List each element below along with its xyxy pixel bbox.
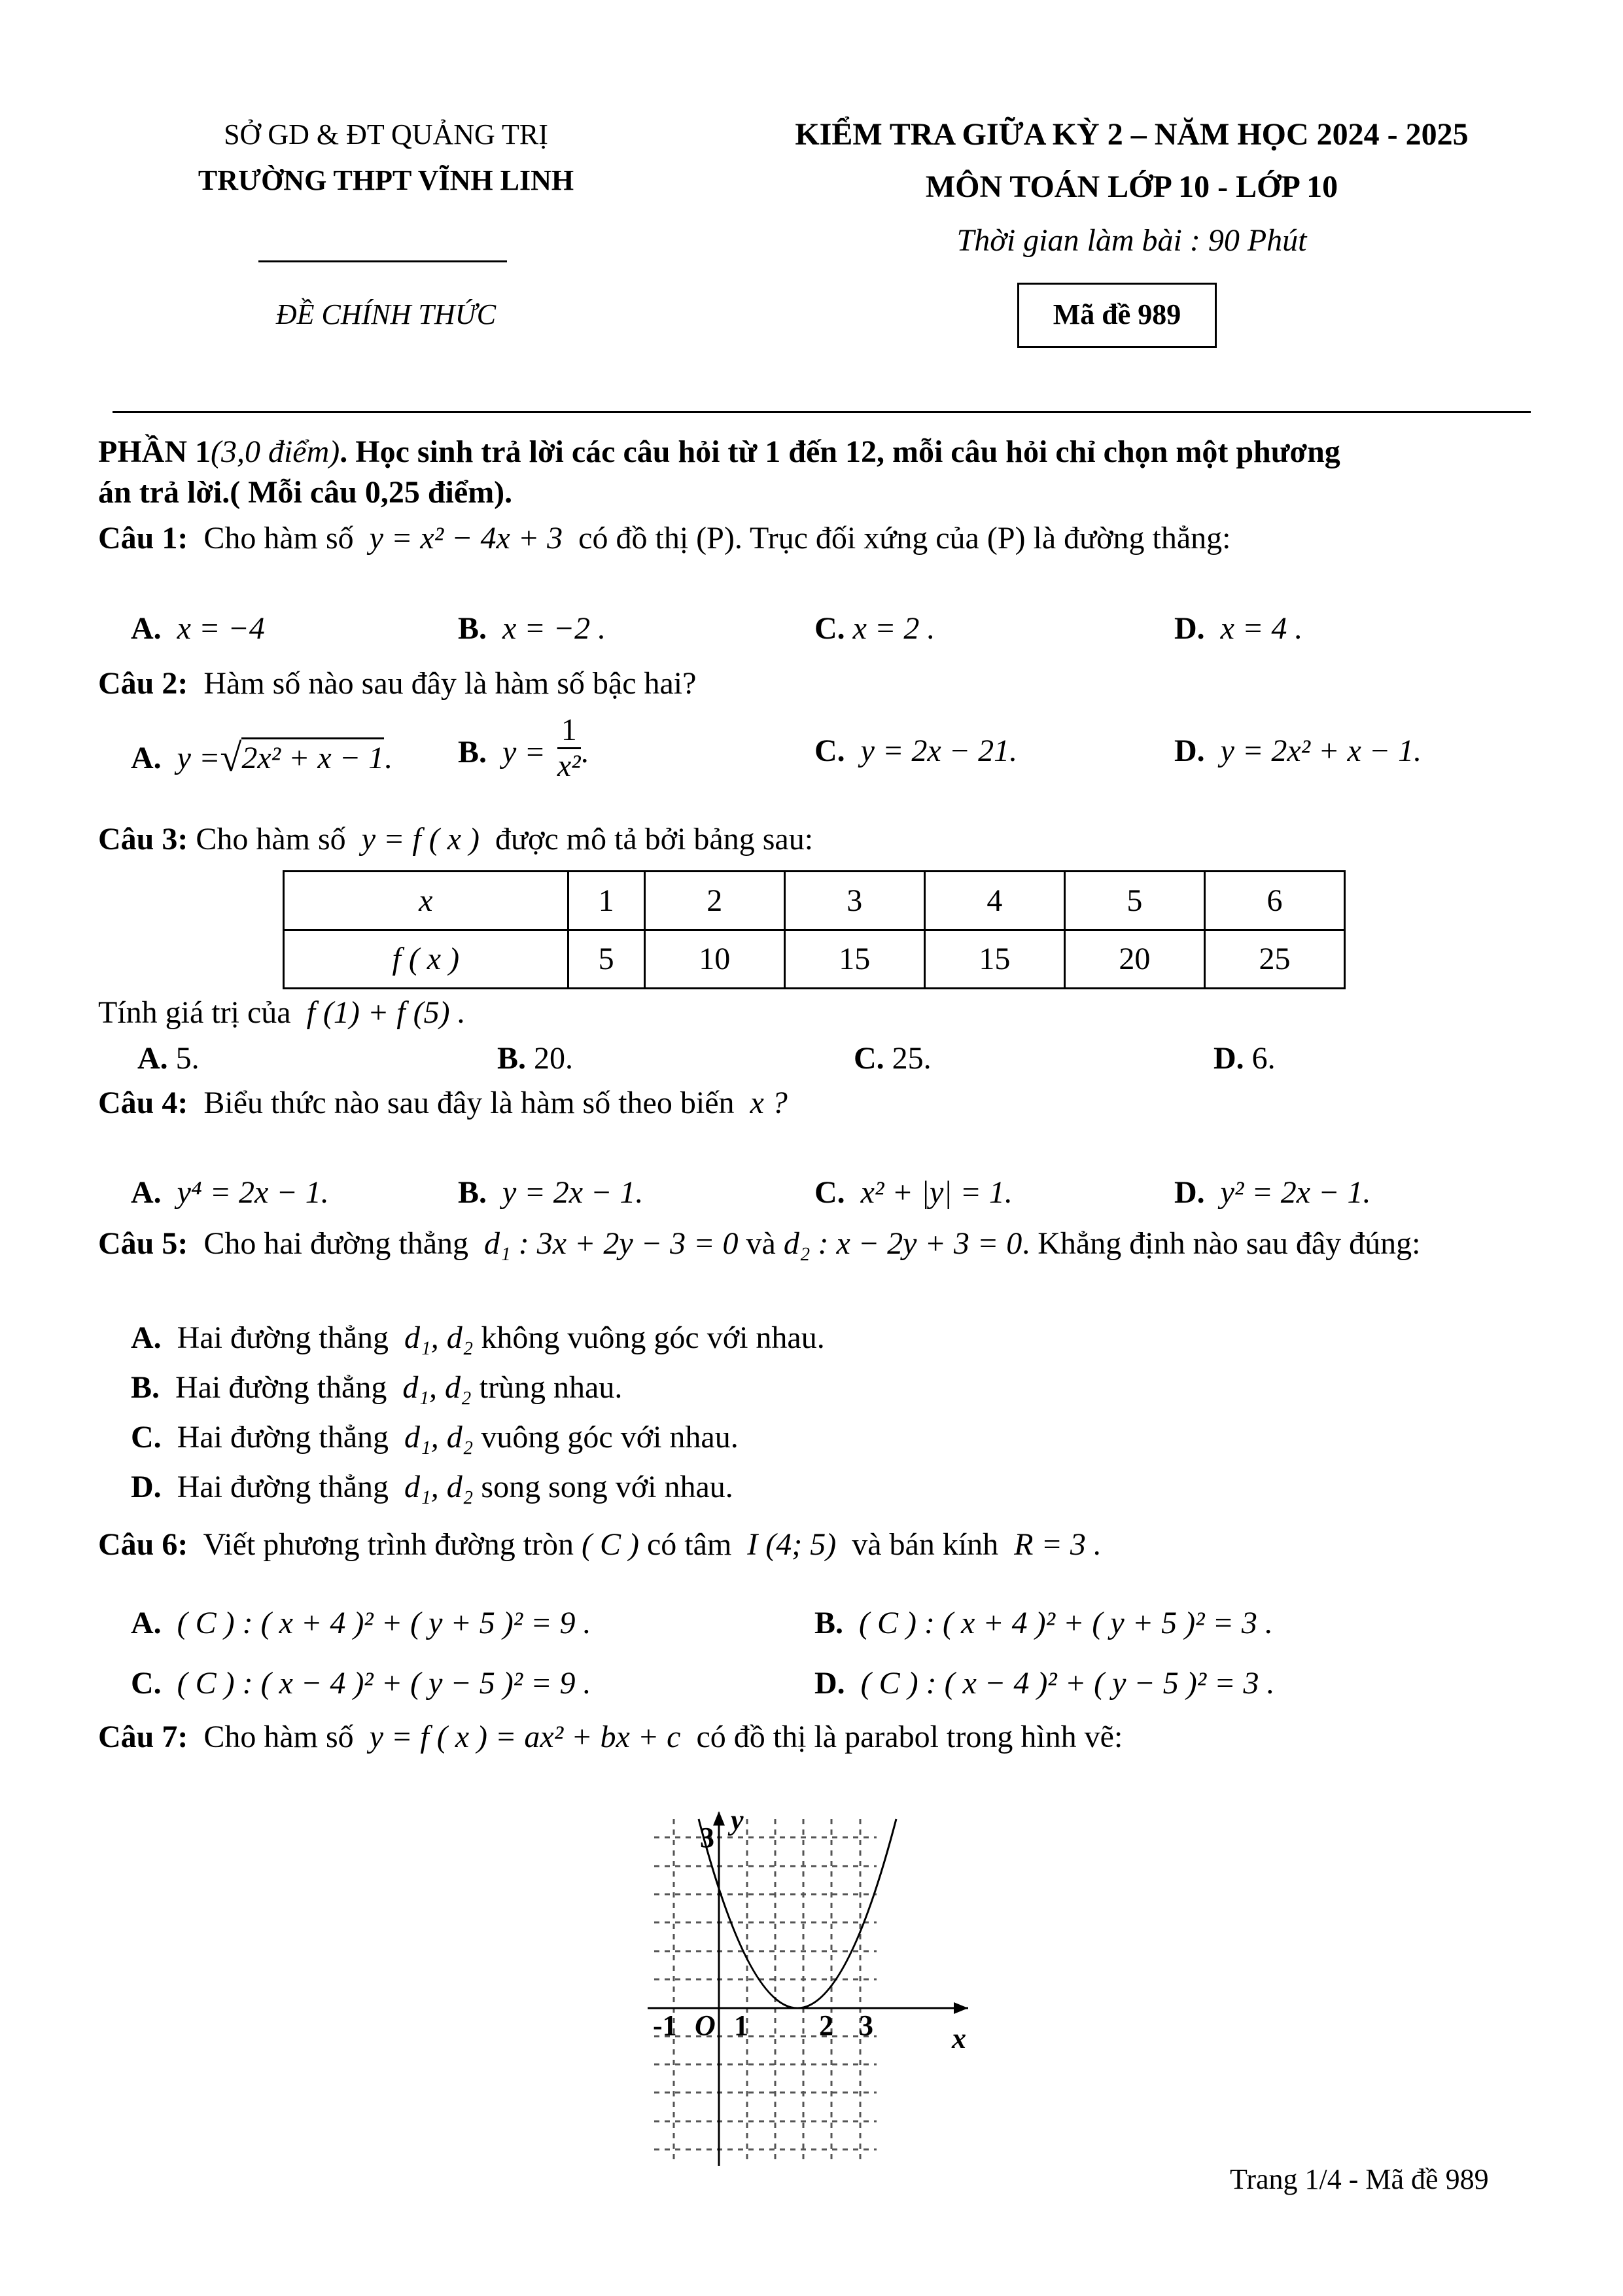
option-text: x = −4: [177, 611, 265, 646]
question-text: Cho hàm số: [196, 822, 346, 857]
option-b[interactable]: [458, 610, 606, 646]
header-divider: [113, 411, 1531, 413]
question-text: Biểu thức nào sau đây là hàm số theo biến: [203, 1086, 735, 1120]
question-text: có tâm: [647, 1527, 732, 1562]
question-number: Câu 6:: [98, 1527, 188, 1562]
question-text: được mô tả bởi bảng sau:: [495, 822, 814, 857]
option-a[interactable]: A. y =√2x² + x − 1.: [131, 736, 393, 779]
exam-code: Mã đề 989: [1053, 298, 1181, 330]
question-text: Viết phương trình đường tròn: [203, 1527, 574, 1562]
option-text: y = 2x − 21.: [860, 733, 1018, 768]
exam-code-box: [1017, 283, 1217, 348]
option-text: vuông góc với nhau.: [481, 1420, 739, 1455]
option-a[interactable]: [137, 1040, 200, 1076]
option-d[interactable]: [131, 1469, 733, 1505]
tick-label-2: 2: [819, 2009, 833, 2041]
denominator: x²: [557, 749, 581, 783]
math-expression: ( C ): [582, 1527, 639, 1562]
question-text: Hàm số nào sau đây là hàm số bậc hai?: [203, 666, 697, 701]
option-d[interactable]: [814, 1665, 1275, 1701]
math-expression: d₁, d₂: [404, 1470, 474, 1504]
option-d[interactable]: [1174, 1174, 1370, 1210]
table-cell: 10: [644, 930, 784, 989]
option-label: B.: [458, 735, 487, 769]
question-number: Câu 1:: [98, 521, 188, 556]
option-label: D.: [131, 1470, 162, 1504]
option-label: A.: [131, 1320, 162, 1355]
table-cell: 5: [1064, 872, 1204, 930]
question-5: [98, 1226, 1421, 1262]
question-number: Câu 4:: [98, 1086, 188, 1120]
option-label: D.: [814, 1666, 845, 1701]
option-c[interactable]: [814, 610, 935, 646]
question-number: Câu 2:: [98, 666, 188, 701]
option-text: ( C ) : ( x − 4 )² + ( y − 5 )² = 3 .: [860, 1666, 1275, 1701]
x-axis-arrow-icon: [954, 2002, 968, 2014]
table-row: [284, 930, 1345, 989]
question-3: [98, 821, 813, 857]
option-label: D.: [1174, 611, 1205, 646]
option-text: trùng nhau.: [479, 1370, 623, 1405]
part1-instruction-2: án trả lời.( Mỗi câu 0,25 điểm).: [98, 475, 513, 510]
question-7: [98, 1719, 1123, 1755]
question-text: có đồ thị là parabol trong hình vẽ:: [696, 1720, 1123, 1754]
parabola-graph: [628, 1806, 994, 2172]
option-c[interactable]: [814, 1174, 1013, 1210]
question-text: Tính giá trị của: [98, 995, 291, 1030]
exam-title: KIỂM TRA GIỮA KỲ 2 – NĂM HỌC 2024 - 2025: [795, 117, 1469, 152]
math-expression: x ?: [750, 1086, 788, 1120]
math-expression: d₁ : 3x + 2y − 3 = 0: [484, 1226, 739, 1261]
option-text: y = 2x² + x − 1.: [1220, 733, 1422, 768]
y-axis-arrow-icon: [713, 1811, 725, 1826]
question-text: và: [746, 1226, 776, 1261]
option-text: ( C ) : ( x − 4 )² + ( y − 5 )² = 9 .: [177, 1666, 591, 1701]
option-text: x = 4 .: [1220, 611, 1303, 646]
math-expression: f (1) + f (5) .: [306, 995, 466, 1030]
math-expression: d₁, d₂: [402, 1370, 472, 1405]
school-name: TRƯỜNG THPT VĨNH LINH: [198, 164, 574, 196]
math-expression: I (4; 5): [747, 1527, 837, 1562]
option-text: x² + |y| = 1.: [860, 1175, 1013, 1210]
option-text: ( C ) : ( x + 4 )² + ( y + 5 )² = 9 .: [177, 1606, 591, 1640]
option-b[interactable]: [497, 1040, 573, 1076]
option-label: D.: [1174, 1175, 1205, 1210]
math-expression: d₁, d₂: [404, 1420, 474, 1455]
option-text: y² = 2x − 1.: [1220, 1175, 1371, 1210]
function-table: [283, 870, 1346, 989]
table-cell: 2: [644, 872, 784, 930]
option-text: không vuông góc với nhau.: [481, 1320, 825, 1355]
option-label: B.: [497, 1041, 527, 1076]
option-text: x = 2 .: [852, 611, 935, 646]
option-d[interactable]: [1174, 733, 1422, 769]
option-text: y =: [502, 735, 546, 769]
official-label: ĐỀ CHÍNH THỨC: [275, 298, 497, 330]
table-cell: 6: [1204, 872, 1344, 930]
table-cell: 1: [568, 872, 644, 930]
option-text: ( C ) : ( x + 4 )² + ( y + 5 )² = 3 .: [859, 1606, 1273, 1640]
option-label: C.: [814, 611, 845, 646]
option-d[interactable]: [1174, 610, 1302, 646]
option-text: 20.: [534, 1041, 574, 1076]
option-b[interactable]: [458, 1174, 643, 1210]
option-label: B.: [458, 1175, 487, 1210]
option-c[interactable]: [131, 1419, 739, 1455]
question-1: [98, 520, 1231, 556]
option-text: 25.: [892, 1041, 932, 1076]
sqrt-icon: √: [220, 736, 242, 779]
option-label: A.: [131, 1606, 162, 1640]
option-label: C.: [814, 733, 845, 768]
exam-time: Thời gian làm bài : 90 Phút: [956, 223, 1307, 258]
table-cell: f ( x ): [284, 930, 568, 989]
option-c[interactable]: [814, 733, 1017, 769]
x-axis-label: x: [952, 2022, 966, 2055]
question-number: Câu 3:: [98, 822, 188, 857]
option-b[interactable]: [131, 1369, 622, 1405]
option-label: A.: [131, 741, 162, 775]
option-c[interactable]: [131, 1665, 591, 1701]
question-6: [98, 1527, 1102, 1563]
part1-instruction-1: . Học sinh trả lời các câu hỏi từ 1 đến 12, mỗi câu hỏi chỉ chọn một phương: [340, 434, 1340, 469]
question-text: có đồ thị (P). Trục đối xứng của (P) là đường thẳng:: [578, 521, 1231, 556]
option-d[interactable]: [1213, 1040, 1276, 1076]
question-number: Câu 5:: [98, 1226, 188, 1261]
dept-name: SỞ GD & ĐT QUẢNG TRỊ: [224, 118, 548, 150]
option-a[interactable]: [131, 1605, 591, 1641]
option-c[interactable]: [854, 1040, 932, 1076]
option-text: y = 2x − 1.: [502, 1175, 644, 1210]
table-cell: 5: [568, 930, 644, 989]
option-b[interactable]: B. y = $\frac{1}{\text{x²}}$ .: [458, 713, 589, 783]
table-cell: 4: [924, 872, 1064, 930]
y-axis-label: y: [731, 1806, 744, 1836]
option-label: C.: [131, 1420, 162, 1455]
page-footer: Trang 1/4 - Mã đề 989: [1230, 2163, 1489, 2195]
option-a[interactable]: [131, 1320, 825, 1356]
table-cell: 15: [784, 930, 924, 989]
math-expression: R = 3 .: [1014, 1527, 1102, 1562]
fraction: [557, 713, 581, 783]
table-cell: 25: [1204, 930, 1344, 989]
option-label: C.: [131, 1666, 162, 1701]
table-row: [284, 872, 1345, 930]
option-label: B.: [131, 1370, 160, 1405]
question-4: [98, 1085, 788, 1121]
option-label: D.: [1174, 733, 1205, 768]
table-cell: 15: [924, 930, 1064, 989]
part1-title: PHẦN 1: [98, 434, 211, 469]
tick-label-neg1: -1: [653, 2009, 677, 2041]
question-3-ask: [98, 995, 466, 1031]
table-cell: 3: [784, 872, 924, 930]
option-text: Hai đường thẳng: [177, 1470, 389, 1504]
option-label: C.: [814, 1175, 845, 1210]
option-text: 5.: [175, 1041, 200, 1076]
question-2: [98, 665, 696, 701]
table-cell: 20: [1064, 930, 1204, 989]
math-expression: d₂ : x − 2y + 3 = 0: [783, 1226, 1022, 1261]
radicand: 2x² + x − 1: [241, 737, 384, 775]
option-text: Hai đường thẳng: [175, 1370, 387, 1405]
math-expression: y = x² − 4x + 3: [369, 521, 563, 556]
question-text: . Khẳng định nào sau đây đúng:: [1022, 1226, 1421, 1261]
option-label: B.: [458, 611, 487, 646]
option-text: y⁴ = 2x − 1.: [177, 1175, 329, 1210]
option-label: A.: [131, 611, 162, 646]
part1-heading: [98, 434, 1340, 470]
part1-points: (3,0 điểm): [210, 434, 340, 469]
math-expression: y = f ( x ): [361, 822, 480, 857]
option-text: song song với nhau.: [481, 1470, 733, 1504]
question-text: Cho hàm số: [203, 1720, 354, 1754]
question-text: Cho hai đường thẳng: [203, 1226, 469, 1261]
table-cell: x: [284, 872, 568, 930]
numerator: 1: [557, 713, 581, 749]
option-a[interactable]: [131, 1174, 329, 1210]
origin-label: O: [695, 2009, 716, 2041]
option-text: 6.: [1251, 1041, 1276, 1076]
option-a[interactable]: [131, 610, 265, 646]
option-label: C.: [854, 1041, 884, 1076]
question-text: Cho hàm số: [203, 521, 354, 556]
option-text: y =: [177, 741, 220, 775]
option-text: Hai đường thẳng: [177, 1320, 389, 1355]
option-text: Hai đường thẳng: [177, 1420, 389, 1455]
option-label: B.: [814, 1606, 844, 1640]
question-number: Câu 7:: [98, 1720, 188, 1754]
subject-title: MÔN TOÁN LỚP 10 - LỚP 10: [925, 169, 1338, 204]
option-b[interactable]: [814, 1605, 1273, 1641]
option-label: A.: [137, 1041, 168, 1076]
option-label: A.: [131, 1175, 162, 1210]
tick-label-y3: 3: [700, 1822, 714, 1854]
tick-label-1: 1: [734, 2009, 748, 2041]
question-text: và bán kính: [852, 1527, 999, 1562]
option-label: D.: [1213, 1041, 1244, 1076]
header-divider-short: [258, 260, 507, 262]
math-expression: d₁, d₂: [404, 1320, 474, 1355]
math-expression: y = f ( x ) = ax² + bx + c: [369, 1720, 681, 1754]
option-text: x = −2 .: [502, 611, 606, 646]
tick-label-3: 3: [859, 2009, 873, 2041]
